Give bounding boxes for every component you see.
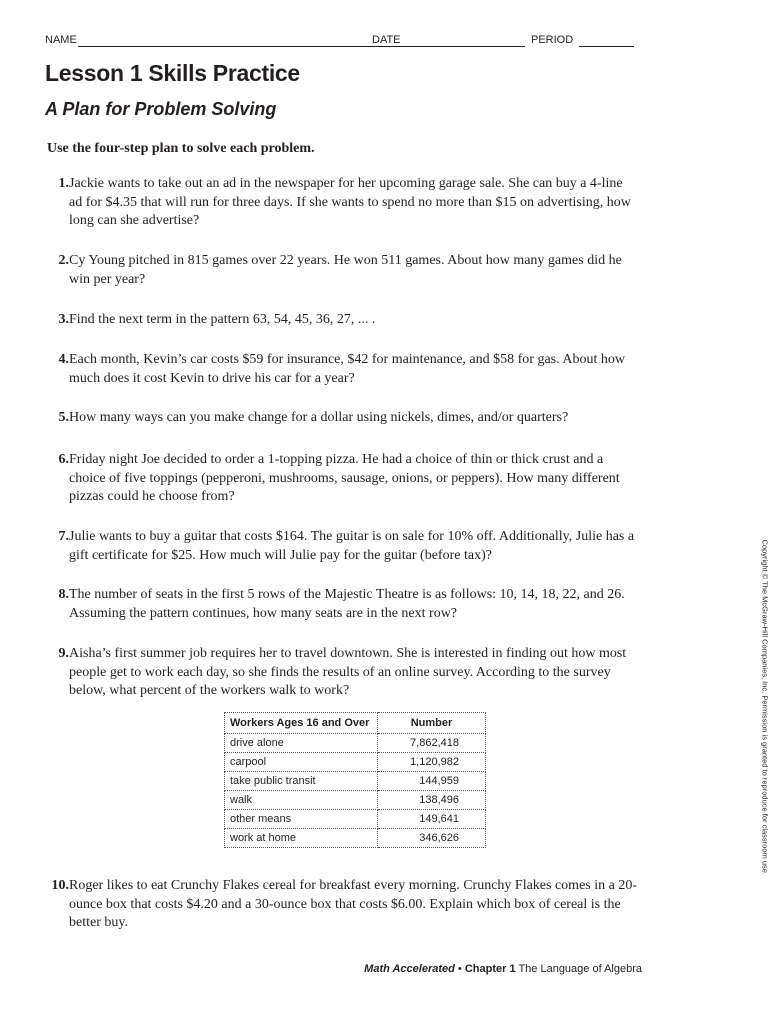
- page-footer: [364, 963, 642, 975]
- table-cell-number: 138,496: [378, 791, 486, 810]
- problem-1: [48, 175, 638, 231]
- problem-4: [48, 351, 638, 388]
- problem-text: Julie wants to buy a guitar that costs $164. The guitar is on sale for 10% off. Additionally, Julie has a gift certificate for $25. How much will Julie pay for the guitar (before tax)?: [69, 529, 635, 563]
- date-blank-line: [410, 46, 525, 47]
- table-cell-category: walk: [225, 791, 378, 810]
- problem-number: 8.: [58, 587, 69, 602]
- problem-text: Jackie wants to take out an ad in the newspaper for her upcoming garage sale. She can buy a 4-line ad for $4.35 that will run for three days. If she wants to spend no more than $15 on advertising, how long can she advertise?: [69, 176, 631, 228]
- problem-text: Roger likes to eat Crunchy Flakes cereal for breakfast every morning. Crunchy Flakes comes in a 20-ounce box that costs $4.20 and a 30-ounce box that costs $6.00. Explain which box of cereal is the better buy.: [69, 878, 637, 930]
- table-row: [225, 734, 486, 753]
- instructions: Use the four-step plan to solve each problem.: [47, 141, 315, 156]
- table-header-row: [225, 713, 486, 734]
- problem-5: [48, 409, 638, 428]
- table-cell-number: 1,120,982: [378, 753, 486, 772]
- table-cell-number: 149,641: [378, 810, 486, 829]
- problem-number: 4.: [58, 352, 69, 367]
- table-cell-number: 346,626: [378, 829, 486, 848]
- lesson-subtitle: A Plan for Problem Solving: [45, 99, 277, 119]
- table-row: [225, 810, 486, 829]
- table-cell-category: drive alone: [225, 734, 378, 753]
- problem-number: 7.: [58, 529, 69, 544]
- problem-9: [48, 645, 638, 701]
- problem-7: [48, 528, 638, 565]
- commute-survey-table: [224, 712, 486, 848]
- table-cell-category: take public transit: [225, 772, 378, 791]
- problem-number: 5.: [58, 410, 69, 425]
- footer-chapter: Chapter 1: [464, 963, 516, 975]
- problem-text: Friday night Joe decided to order a 1-topping pizza. He had a choice of thin or thick crust and a choice of five toppings (pepperoni, mushrooms, sausage, onions, or peppers). How many different pizzas could he choose from?: [69, 452, 620, 504]
- table-cell-number: 144,959: [378, 772, 486, 791]
- problem-text: How many ways can you make change for a dollar using nickels, dimes, and/or quarters?: [69, 410, 569, 425]
- table-row: [225, 829, 486, 848]
- problem-6: [48, 451, 638, 507]
- problem-10: [48, 877, 638, 933]
- lesson-title: Lesson 1 Skills Practice: [45, 60, 300, 86]
- problem-text: Cy Young pitched in 815 games over 22 years. He won 511 games. About how many games did he win per year?: [69, 253, 622, 287]
- problem-text: Each month, Kevin’s car costs $59 for insurance, $42 for maintenance, and $58 for gas. About how much does it cost Kevin to drive his car for a year?: [69, 352, 625, 386]
- student-info-header: [45, 34, 645, 50]
- footer-chapter-title: The Language of Algebra: [518, 963, 642, 975]
- name-blank-line: [78, 46, 410, 47]
- date-label: DATE: [372, 34, 401, 46]
- table-row: [225, 772, 486, 791]
- problem-8: [48, 586, 638, 623]
- problem-2: [48, 252, 638, 289]
- footer-separator: •: [457, 963, 462, 975]
- problem-text: Aisha’s first summer job requires her to travel downtown. She is interested in finding out how most people get to work each day, so she finds the results of an online survey. According to the survey below, what percent of the workers walk to work?: [69, 646, 627, 698]
- table-cell-category: carpool: [225, 753, 378, 772]
- problem-number: 6.: [58, 452, 69, 467]
- name-label: NAME: [45, 34, 77, 46]
- problem-text: The number of seats in the first 5 rows of the Majestic Theatre is as follows: 10, 14, 18, 22, and 26. Assuming the pattern continues, how many seats are in the next row?: [69, 587, 625, 621]
- table-row: [225, 753, 486, 772]
- period-blank-line: [579, 46, 634, 47]
- table-cell-category: work at home: [225, 829, 378, 848]
- problem-number: 2.: [58, 253, 69, 268]
- footer-book-title: Math Accelerated: [364, 963, 455, 975]
- table-cell-number: 7,862,418: [378, 734, 486, 753]
- column-header-number: Number: [378, 713, 486, 734]
- period-label: PERIOD: [531, 34, 574, 46]
- problem-number: 1.: [58, 176, 69, 191]
- problem-number: 10.: [51, 878, 69, 893]
- table-row: [225, 791, 486, 810]
- problem-number: 3.: [58, 312, 69, 327]
- problem-number: 9.: [58, 646, 69, 661]
- column-header-workers: Workers Ages 16 and Over: [225, 713, 378, 734]
- copyright-notice: Copyright © The McGraw-Hill Companies, Inc. Permission is granted to reproduce for classroom use.: [760, 539, 770, 876]
- table-cell-category: other means: [225, 810, 378, 829]
- problem-3: [48, 311, 638, 330]
- problem-text: Find the next term in the pattern 63, 54, 45, 36, 27, ... .: [69, 312, 376, 327]
